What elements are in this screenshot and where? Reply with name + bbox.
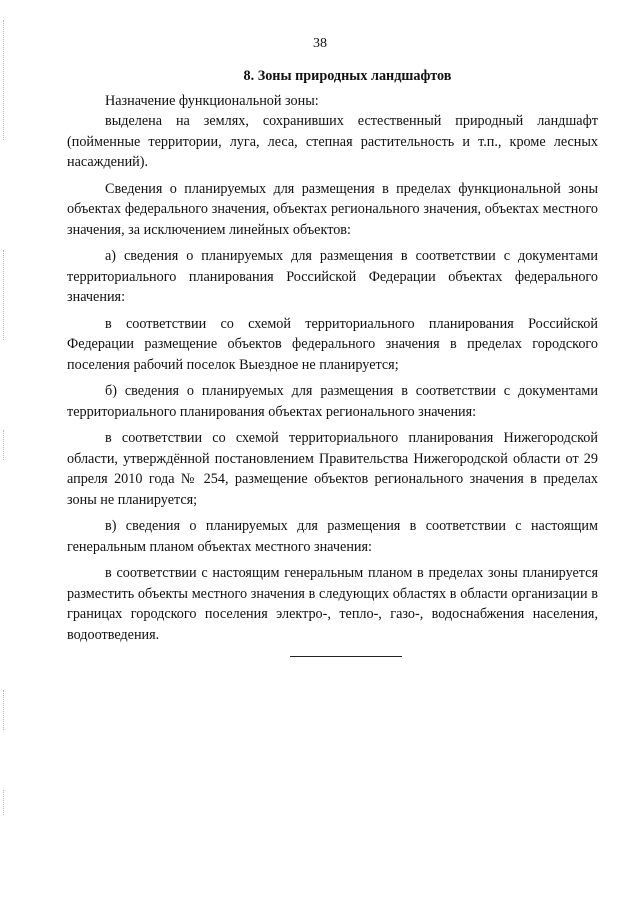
scan-edge-mark <box>3 690 4 730</box>
paragraph-zone-purpose-label: Назначение функциональной зоны: <box>105 92 319 109</box>
paragraph-planned-objects-intro: Сведения о планируемых для размещения в пределах функциональной зоны объектах федерального значения, объектах регионального значения, объектах местного значения, за исключением линейных объектов: <box>67 180 598 238</box>
paragraph-local-details: в соответствии с настоящим генеральным планом в пределах зоны планируется разместить объекты местного значения в следующих областях в области организации в границах городского поселения электро-, тепло-, газо-, водоснабжения населения, водоотведения. <box>67 565 598 643</box>
document-body <box>67 66 598 645</box>
paragraph-federal-details: в соответствии со схемой территориального планирования Российской Федерации размещение объектов федерального значения в пределах городского поселения рабочий поселок Выездное не планируется; <box>67 315 598 373</box>
paragraph-zone-purpose: выделена на землях, сохранивших естественный природный ландшафт (пойменные территории, луга, леса, степная растительность и т.п., кроме лесных насаждений). <box>67 113 598 170</box>
paragraph-regional-details: в соответствии со схемой территориального планирования Нижегородской области, утверждённой постановлением Правительства Нижегородской области от 29 апреля 2010 года № 254, размещение объектов регионального значения в пределах зоны не планируется; <box>67 430 598 508</box>
scan-edge-mark <box>3 790 4 815</box>
page-number: 38 <box>313 36 327 51</box>
end-divider-line <box>290 656 402 657</box>
scan-edge-mark <box>3 250 4 340</box>
scan-edge-mark <box>3 20 4 140</box>
scan-edge-mark <box>3 430 4 460</box>
paragraph-regional-heading: б) сведения о планируемых для размещения в соответствии с документами территориального планирования объектах регионального значения: <box>67 383 598 420</box>
section-heading: 8. Зоны природных ландшафтов <box>243 68 452 84</box>
paragraph-local-heading: в) сведения о планируемых для размещения в соответствии с настоящим генеральным планом объектах местного значения: <box>67 518 598 555</box>
paragraph-federal-heading: а) сведения о планируемых для размещения в соответствии с документами территориального планирования Российской Федерации объектах федерального значения: <box>67 248 598 305</box>
